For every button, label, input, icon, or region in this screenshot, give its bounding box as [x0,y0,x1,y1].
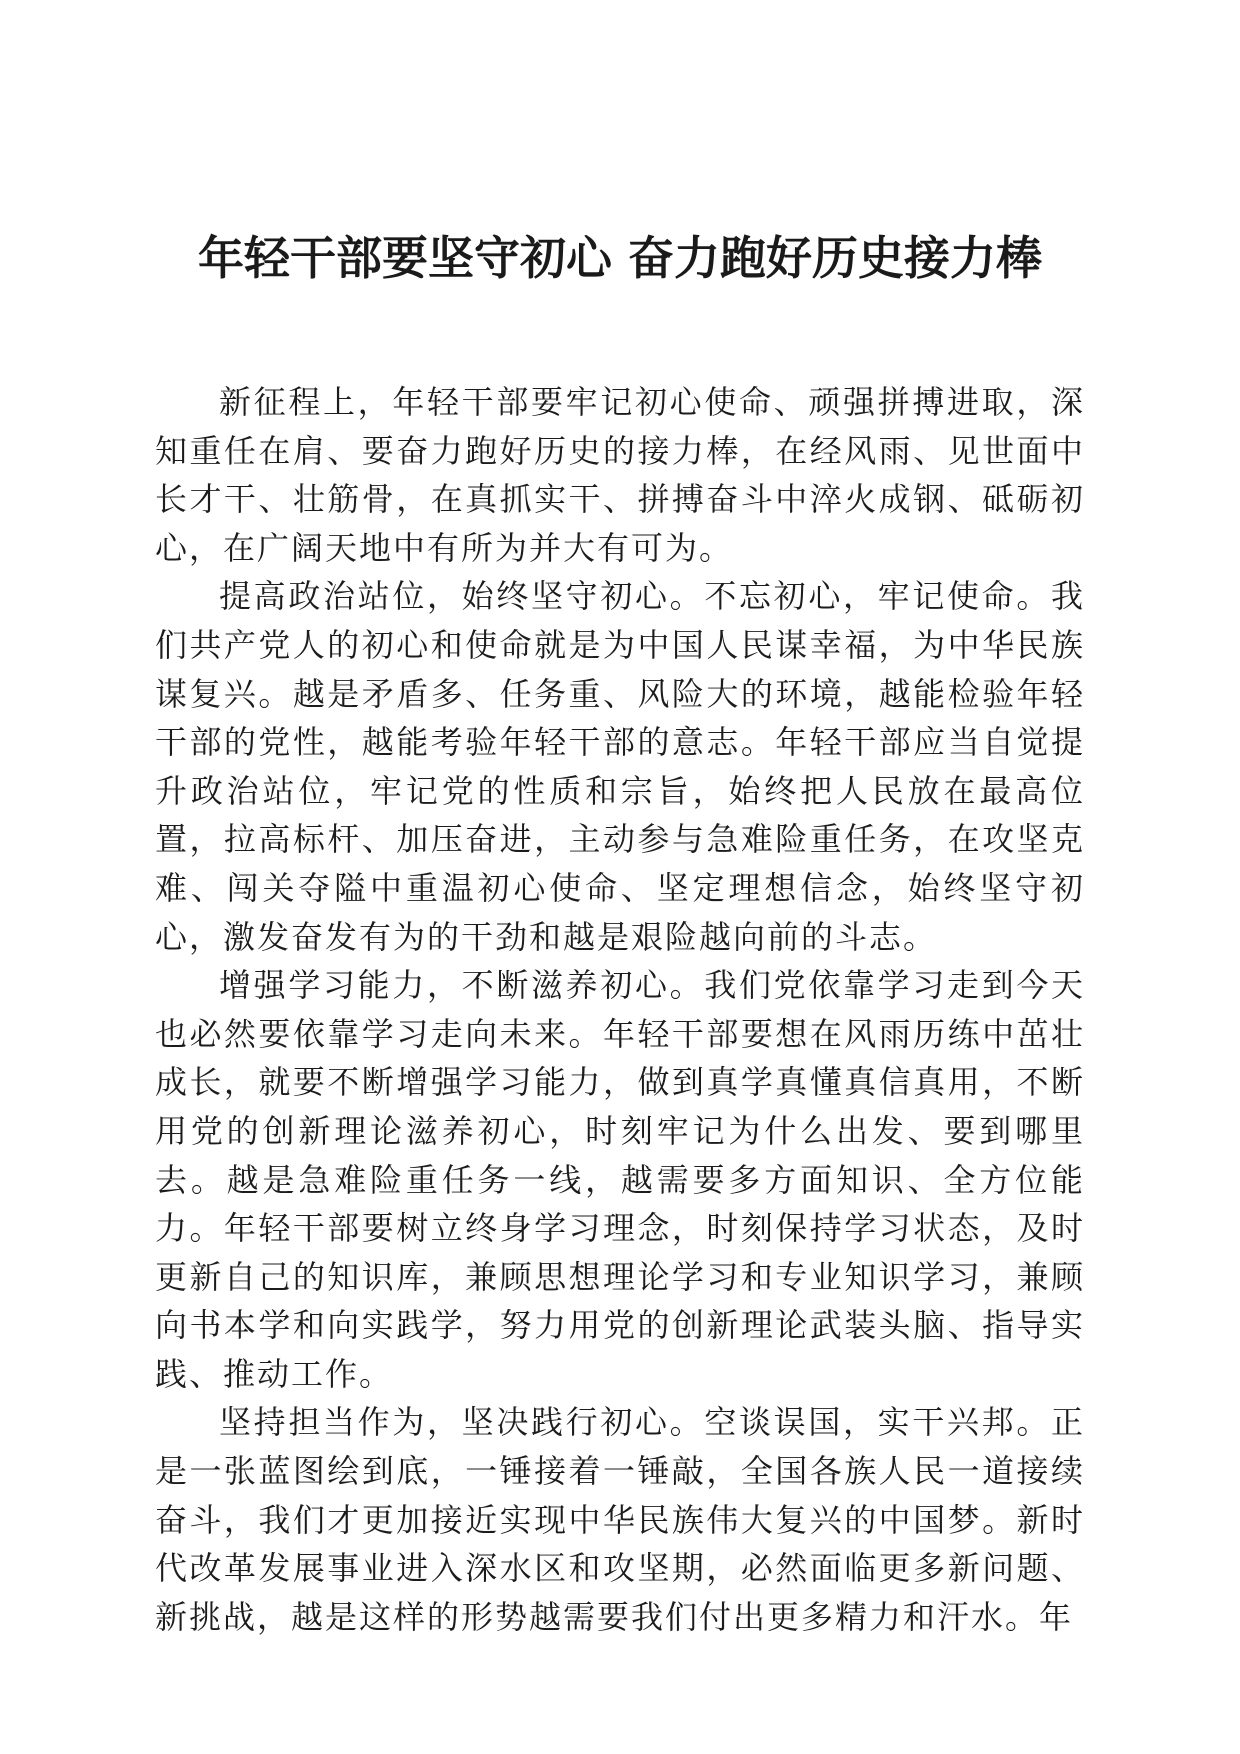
paragraph: 增强学习能力，不断滋养初心。我们党依靠学习走到今天也必然要依靠学习走向未来。年轻干部要想在风雨历练中茁壮成长，就要不断增强学习能力，做到真学真懂真信真用，不断用党的创新理论滋养初心，时刻牢记为什么出发、要到哪里去。越是急难险重任务一线，越需要多方面知识、全方位能力。年轻干部要树立终身学习理念，时刻保持学习状态，及时更新自己的知识库，兼顾思想理论学习和专业知识学习，兼顾向书本学和向实践学，努力用党的创新理论武装头脑、指导实践、推动工作。 [155,966,1085,1393]
paragraph: 提高政治站位，始终坚守初心。不忘初心，牢记使命。我们共产党人的初心和使命就是为中国人民谋幸福，为中华民族谋复兴。越是矛盾多、任务重、风险大的环境，越能检验年轻干部的党性，越能考验年轻干部的意志。年轻干部应当自觉提升政治站位，牢记党的性质和宗旨，始终把人民放在最高位置，拉高标杆、加压奋进，主动参与急难险重任务，在攻坚克难、闯关夺隘中重温初心使命、坚定理想信念，始终坚守初心，激发奋发有为的干劲和越是艰险越向前的斗志。 [155,577,1085,956]
document-body [155,378,1085,1641]
paragraph: 坚持担当作为，坚决践行初心。空谈误国，实干兴邦。正是一张蓝图绘到底，一锤接着一锤敲，全国各族人民一道接续奋斗，我们才更加接近实现中华民族伟大复兴的中国梦。新时代改革发展事业进入深水区和攻坚期，必然面临更多新问题、新挑战，越是这样的形势越需要我们付出更多精力和汗水。年 [155,1403,1085,1636]
document-title: 年轻干部要坚守初心 奋力跑好历史接力棒 [197,231,1042,285]
paragraph: 新征程上，年轻干部要牢记初心使命、顽强拼搏进取，深知重任在肩、要奋力跑好历史的接力棒，在经风雨、见世面中长才干、壮筋骨，在真抓实干、拼搏奋斗中淬火成钢、砥砺初心，在广阔天地中有所为并大有可为。 [155,383,1085,567]
